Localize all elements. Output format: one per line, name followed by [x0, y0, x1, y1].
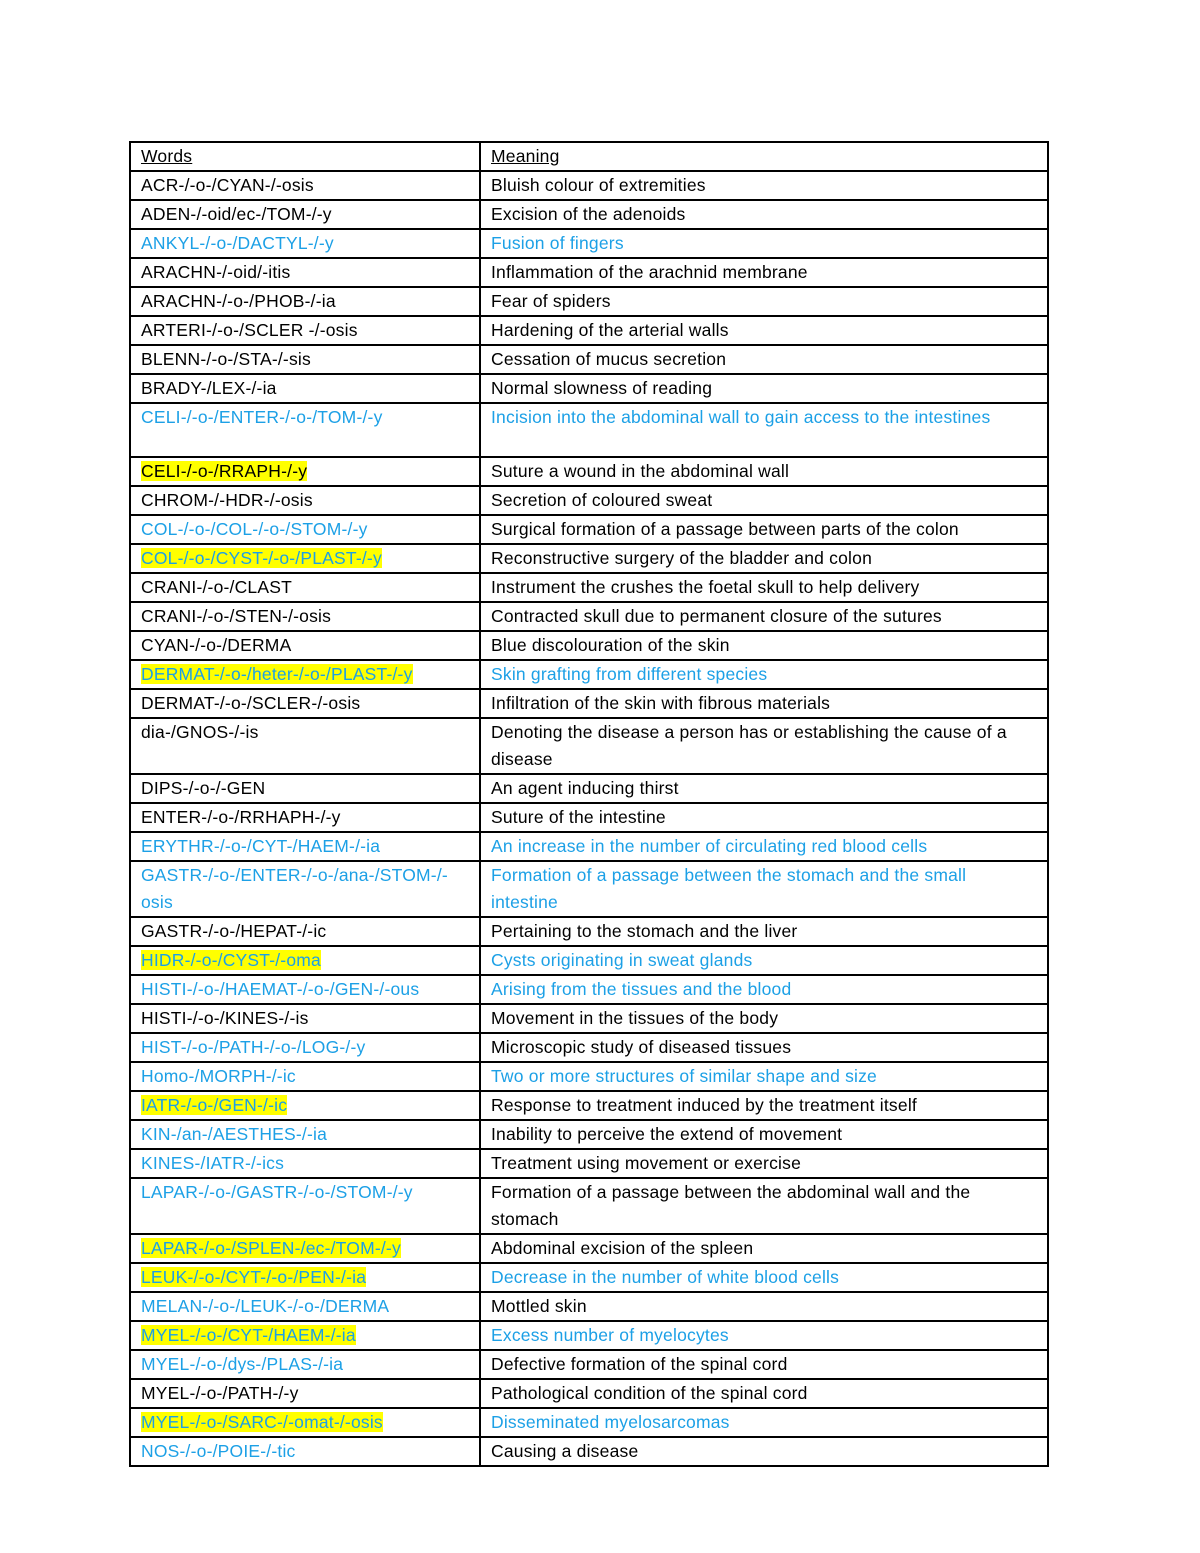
word-text: ACR-/-o-/CYAN-/-osis: [141, 175, 314, 195]
meaning-text: Abdominal excision of the spleen: [491, 1238, 754, 1258]
word-text: ANKYL-/-o-/DACTYL-/-y: [141, 233, 334, 253]
word-cell: [130, 832, 480, 861]
word-cell: [130, 1120, 480, 1149]
meaning-text: Causing a disease: [491, 1441, 639, 1461]
word-cell: [130, 1408, 480, 1437]
table-row: [130, 1120, 1048, 1149]
table-row: [130, 1033, 1048, 1062]
word-text: dia-/GNOS-/-is: [141, 722, 259, 742]
meaning-cell: [480, 1263, 1048, 1292]
table-row: [130, 316, 1048, 345]
word-cell: [130, 345, 480, 374]
word-text: DIPS-/-o-/-GEN: [141, 778, 266, 798]
table-row: [130, 1062, 1048, 1091]
meaning-text: Formation of a passage between the abdominal wall and the stomach: [491, 1182, 971, 1229]
word-cell: [130, 287, 480, 316]
word-cell: [130, 1234, 480, 1263]
meaning-cell: [480, 975, 1048, 1004]
word-cell: [130, 975, 480, 1004]
table-row: [130, 631, 1048, 660]
meaning-text: Denoting the disease a person has or establishing the cause of a disease: [491, 722, 1007, 769]
meaning-cell: [480, 544, 1048, 573]
word-cell: [130, 631, 480, 660]
word-text: DERMAT-/-o-/SCLER-/-osis: [141, 693, 361, 713]
word-cell: [130, 200, 480, 229]
header-words-cell: [130, 142, 480, 171]
meaning-text: Movement in the tissues of the body: [491, 1008, 779, 1028]
word-text: DERMAT-/-o-/heter-/-o-/PLAST-/-y: [141, 664, 413, 684]
meaning-cell: [480, 660, 1048, 689]
meaning-text: Skin grafting from different species: [491, 664, 768, 684]
meaning-text: An agent inducing thirst: [491, 778, 679, 798]
meaning-text: Defective formation of the spinal cord: [491, 1354, 788, 1374]
meaning-text: Excess number of myelocytes: [491, 1325, 729, 1345]
word-text: GASTR-/-o-/ENTER-/-o-/ana-/STOM-/-osis: [141, 865, 448, 912]
table-row: [130, 1408, 1048, 1437]
table-row: [130, 1292, 1048, 1321]
meaning-text: Infiltration of the skin with fibrous materials: [491, 693, 831, 713]
word-text: ENTER-/-o-/RRHAPH-/-y: [141, 807, 341, 827]
table-row: [130, 832, 1048, 861]
meaning-text: Disseminated myelosarcomas: [491, 1412, 730, 1432]
meaning-cell: [480, 374, 1048, 403]
table-row: [130, 774, 1048, 803]
meaning-text: Decrease in the number of white blood cells: [491, 1267, 840, 1287]
word-text: CYAN-/-o-/DERMA: [141, 635, 292, 655]
meaning-cell: [480, 861, 1048, 917]
word-text: LEUK-/-o-/CYT-/-o-/PEN-/-ia: [141, 1267, 367, 1287]
meaning-cell: [480, 403, 1048, 457]
table-row: [130, 1091, 1048, 1120]
table-row: [130, 403, 1048, 457]
meaning-text: Reconstructive surgery of the bladder and colon: [491, 548, 873, 568]
word-cell: [130, 1263, 480, 1292]
word-cell: [130, 1033, 480, 1062]
table-row: [130, 861, 1048, 917]
header-meaning: Meaning: [491, 146, 560, 166]
word-cell: [130, 861, 480, 917]
word-cell: [130, 229, 480, 258]
word-cell: [130, 1091, 480, 1120]
word-cell: [130, 946, 480, 975]
meaning-cell: [480, 917, 1048, 946]
word-cell: [130, 803, 480, 832]
meaning-text: Formation of a passage between the stomach and the small intestine: [491, 865, 967, 912]
table-row: [130, 374, 1048, 403]
table-row: [130, 457, 1048, 486]
meaning-cell: [480, 1062, 1048, 1091]
meaning-cell: [480, 1408, 1048, 1437]
table-row: [130, 229, 1048, 258]
word-text: COL-/-o-/CYST-/-o-/PLAST-/-y: [141, 548, 382, 568]
meaning-cell: [480, 229, 1048, 258]
meaning-cell: [480, 171, 1048, 200]
word-text: MYEL-/-o-/CYT-/HAEM-/-ia: [141, 1325, 356, 1345]
meaning-text: Microscopic study of diseased tissues: [491, 1037, 792, 1057]
meaning-cell: [480, 486, 1048, 515]
meaning-text: Treatment using movement or exercise: [491, 1153, 802, 1173]
table-row: [130, 544, 1048, 573]
meaning-text: Contracted skull due to permanent closure of the sutures: [491, 606, 942, 626]
meaning-cell: [480, 573, 1048, 602]
word-cell: [130, 403, 480, 457]
table-row: [130, 975, 1048, 1004]
word-text: IATR-/-o-/GEN-/-ic: [141, 1095, 288, 1115]
meaning-cell: [480, 1004, 1048, 1033]
word-text: LAPAR-/-o-/GASTR-/-o-/STOM-/-y: [141, 1182, 413, 1202]
meaning-text: An increase in the number of circulating red blood cells: [491, 836, 928, 856]
word-text: LAPAR-/-o-/SPLEN-/ec-/TOM-/-y: [141, 1238, 401, 1258]
word-text: CHROM-/-HDR-/-osis: [141, 490, 313, 510]
meaning-text: Pathological condition of the spinal cord: [491, 1383, 808, 1403]
header-words: Words: [141, 146, 193, 166]
word-text: ADEN-/-oid/ec-/TOM-/-y: [141, 204, 332, 224]
word-text: ARACHN-/-oid/-itis: [141, 262, 291, 282]
meaning-cell: [480, 258, 1048, 287]
meaning-cell: [480, 774, 1048, 803]
word-text: NOS-/-o-/POIE-/-tic: [141, 1441, 296, 1461]
word-cell: [130, 774, 480, 803]
meaning-cell: [480, 457, 1048, 486]
meaning-cell: [480, 316, 1048, 345]
word-text: HISTI-/-o-/HAEMAT-/-o-/GEN-/-ous: [141, 979, 420, 999]
meaning-cell: [480, 345, 1048, 374]
word-cell: [130, 515, 480, 544]
word-cell: [130, 1379, 480, 1408]
meaning-text: Secretion of coloured sweat: [491, 490, 713, 510]
table-row: [130, 515, 1048, 544]
medical-terms-table: [129, 141, 1049, 1467]
word-cell: [130, 486, 480, 515]
word-text: ERYTHR-/-o-/CYT-/HAEM-/-ia: [141, 836, 381, 856]
table-row: [130, 1350, 1048, 1379]
word-text: KINES-/IATR-/-ics: [141, 1153, 285, 1173]
table-row: [130, 1379, 1048, 1408]
table-row: [130, 345, 1048, 374]
word-text: MELAN-/-o-/LEUK-/-o-/DERMA: [141, 1296, 390, 1316]
table-row: [130, 1149, 1048, 1178]
word-cell: [130, 544, 480, 573]
meaning-text: Inability to perceive the extend of movement: [491, 1124, 843, 1144]
meaning-cell: [480, 718, 1048, 774]
word-text: KIN-/an-/AESTHES-/-ia: [141, 1124, 328, 1144]
meaning-text: Two or more structures of similar shape and size: [491, 1066, 877, 1086]
meaning-cell: [480, 631, 1048, 660]
word-text: MYEL-/-o-/dys-/PLAS-/-ia: [141, 1354, 344, 1374]
word-cell: [130, 1321, 480, 1350]
table-row: [130, 689, 1048, 718]
table-row: [130, 287, 1048, 316]
table-row: [130, 573, 1048, 602]
meaning-cell: [480, 1091, 1048, 1120]
word-cell: [130, 573, 480, 602]
word-text: HIDR-/-o-/CYST-/-oma: [141, 950, 321, 970]
meaning-text: Normal slowness of reading: [491, 378, 713, 398]
meaning-text: Response to treatment induced by the treatment itself: [491, 1095, 917, 1115]
meaning-text: Excision of the adenoids: [491, 204, 686, 224]
table-row: [130, 1234, 1048, 1263]
meaning-cell: [480, 1379, 1048, 1408]
word-cell: [130, 1004, 480, 1033]
meaning-cell: [480, 1321, 1048, 1350]
word-text: CRANI-/-o-/STEN-/-osis: [141, 606, 332, 626]
meaning-text: Cessation of mucus secretion: [491, 349, 727, 369]
meaning-cell: [480, 689, 1048, 718]
word-cell: [130, 316, 480, 345]
word-cell: [130, 1178, 480, 1234]
word-cell: [130, 374, 480, 403]
word-text: CRANI-/-o-/CLAST: [141, 577, 292, 597]
meaning-cell: [480, 200, 1048, 229]
word-cell: [130, 1350, 480, 1379]
meaning-cell: [480, 803, 1048, 832]
meaning-text: Suture of the intestine: [491, 807, 666, 827]
table-header-row: [130, 142, 1048, 171]
meaning-cell: [480, 515, 1048, 544]
meaning-cell: [480, 832, 1048, 861]
meaning-cell: [480, 1350, 1048, 1379]
word-text: GASTR-/-o-/HEPAT-/-ic: [141, 921, 327, 941]
meaning-text: Instrument the crushes the foetal skull to help delivery: [491, 577, 920, 597]
word-cell: [130, 718, 480, 774]
meaning-text: Cysts originating in sweat glands: [491, 950, 753, 970]
table-row: [130, 171, 1048, 200]
meaning-text: Fusion of fingers: [491, 233, 624, 253]
word-text: CELI-/-o-/RRAPH-/-y: [141, 461, 308, 481]
table-row: [130, 946, 1048, 975]
table-row: [130, 718, 1048, 774]
meaning-cell: [480, 287, 1048, 316]
word-cell: [130, 660, 480, 689]
table-row: [130, 486, 1048, 515]
meaning-cell: [480, 1178, 1048, 1234]
word-text: ARTERI-/-o-/SCLER -/-osis: [141, 320, 358, 340]
word-cell: [130, 457, 480, 486]
word-cell: [130, 1437, 480, 1466]
meaning-text: Incision into the abdominal wall to gain access to the intestines: [491, 407, 991, 427]
meaning-cell: [480, 1437, 1048, 1466]
table-row: [130, 1263, 1048, 1292]
meaning-cell: [480, 1120, 1048, 1149]
meaning-text: Fear of spiders: [491, 291, 611, 311]
table-row: [130, 1178, 1048, 1234]
meaning-text: Pertaining to the stomach and the liver: [491, 921, 798, 941]
table-row: [130, 200, 1048, 229]
meaning-text: Suture a wound in the abdominal wall: [491, 461, 790, 481]
word-cell: [130, 689, 480, 718]
word-cell: [130, 917, 480, 946]
word-text: BRADY-/LEX-/-ia: [141, 378, 277, 398]
meaning-text: Bluish colour of extremities: [491, 175, 706, 195]
meaning-text: Blue discolouration of the skin: [491, 635, 730, 655]
header-meaning-cell: [480, 142, 1048, 171]
word-cell: [130, 1292, 480, 1321]
word-text: Homo-/MORPH-/-ic: [141, 1066, 296, 1086]
word-text: MYEL-/-o-/PATH-/-y: [141, 1383, 299, 1403]
word-text: BLENN-/-o-/STA-/-sis: [141, 349, 311, 369]
table-row: [130, 803, 1048, 832]
word-cell: [130, 602, 480, 631]
table-row: [130, 917, 1048, 946]
meaning-text: Hardening of the arterial walls: [491, 320, 729, 340]
word-text: HIST-/-o-/PATH-/-o-/LOG-/-y: [141, 1037, 366, 1057]
meaning-text: Mottled skin: [491, 1296, 587, 1316]
table-row: [130, 1437, 1048, 1466]
word-text: ARACHN-/-o-/PHOB-/-ia: [141, 291, 336, 311]
word-cell: [130, 1062, 480, 1091]
word-cell: [130, 171, 480, 200]
word-cell: [130, 1149, 480, 1178]
word-text: MYEL-/-o-/SARC-/-omat-/-osis: [141, 1412, 383, 1432]
meaning-cell: [480, 946, 1048, 975]
table-row: [130, 602, 1048, 631]
meaning-cell: [480, 1234, 1048, 1263]
table-row: [130, 1004, 1048, 1033]
table-row: [130, 1321, 1048, 1350]
word-text: CELI-/-o-/ENTER-/-o-/TOM-/-y: [141, 407, 383, 427]
table-row: [130, 660, 1048, 689]
meaning-cell: [480, 602, 1048, 631]
meaning-cell: [480, 1292, 1048, 1321]
meaning-text: Surgical formation of a passage between parts of the colon: [491, 519, 959, 539]
table-row: [130, 258, 1048, 287]
word-cell: [130, 258, 480, 287]
word-text: HISTI-/-o-/KINES-/-is: [141, 1008, 309, 1028]
meaning-cell: [480, 1149, 1048, 1178]
word-text: COL-/-o-/COL-/-o-/STOM-/-y: [141, 519, 368, 539]
meaning-text: Inflammation of the arachnid membrane: [491, 262, 808, 282]
meaning-text: Arising from the tissues and the blood: [491, 979, 792, 999]
meaning-cell: [480, 1033, 1048, 1062]
